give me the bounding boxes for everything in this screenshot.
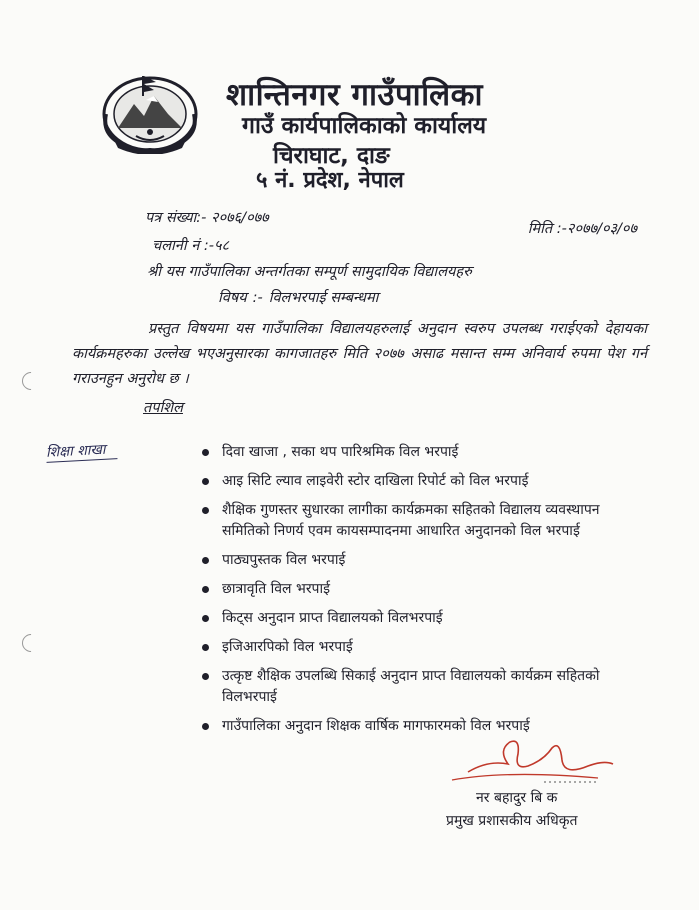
handwritten-note: शिक्षा शाखा (46, 439, 118, 463)
letter-date: मिति :-२०७७/०३/०७ (527, 221, 637, 237)
subject-line (218, 287, 378, 307)
letter-reference-number: पत्र संख्या:- २०७६/०७७ (145, 210, 269, 226)
list-item (196, 442, 626, 463)
subject-text: विलभरपाई सम्बन्धमा (268, 290, 379, 306)
list-item (196, 471, 626, 492)
bullet-icon (202, 557, 209, 564)
list-item-text: शैक्षिक गुणस्तर सुधारका लागीका कार्यक्रमका सहितको विद्यालय व्यवस्थापन समितिको निणर्य एवम कायसम्पादनमा आधारित अनुदानको विल भरपाई (222, 502, 600, 539)
signature-icon (448, 720, 618, 790)
list-item-text: गाउँपालिका अनुदान शिक्षक वार्षिक मागफारमको विल भरपाई (222, 718, 530, 734)
punch-hole-mark (18, 630, 43, 655)
bullet-icon (202, 615, 209, 622)
office-address: चिराघाट, दाङ (273, 143, 390, 169)
province-line: ५ नं. प्रदेश, नेपाल (256, 168, 404, 193)
subject-label: विषय (218, 290, 247, 306)
list-item-text: छात्रावृति विल भरपाई (222, 581, 331, 597)
nepal-emblem-icon (96, 70, 204, 154)
list-item (196, 579, 626, 600)
list-item (196, 550, 626, 571)
office-name: गाउँ कार्यपालिकाको कार्यालय (242, 113, 487, 139)
dispatch-number: चलानी नं :-५८ (152, 238, 230, 254)
list-item-text: किट्स अनुदान प्राप्त विद्यालयको विलभरपाई (222, 610, 443, 626)
list-item-text: पाठ्यपुस्तक विल भरपाई (222, 552, 346, 568)
recipient-line: श्री यस गाउँपालिका अन्तर्गतका सम्पूर्ण सामुदायिक विद्यालयहरु (147, 264, 472, 280)
bullet-icon (202, 644, 209, 651)
punch-hole-mark (18, 368, 43, 393)
subject-separator: :- (252, 290, 263, 306)
signatory-title: प्रमुख प्रशासकीय अधिकृत (446, 813, 578, 829)
signatory-name: नर बहादुर बि क (476, 790, 558, 806)
bullet-icon (202, 673, 209, 680)
list-item (196, 637, 626, 658)
bullet-icon (202, 478, 209, 485)
org-name: शान्तिनगर गाउँपालिका (226, 77, 483, 113)
details-heading: तपशिल (143, 400, 183, 416)
list-item-text: इजिआरपिको विल भरपाई (222, 639, 353, 655)
bullet-icon (202, 723, 209, 730)
list-item (196, 666, 626, 708)
bullet-icon (202, 586, 209, 593)
body-paragraph: प्रस्तुत विषयमा यस गाउँपालिका विद्यालयहरुलाई अनुदान स्वरुप उपलब्ध गराईएको देहायका कार्यक्रमहरुका उल्लेख भएअनुसारका कागजातहरु मिति २०७७ असाढ मसान्त सम्म अनिवार्य रुपमा पेश गर्न गराउनहुन अनुरोध छ । (72, 321, 647, 387)
bullet-icon (202, 507, 209, 514)
list-item-text: दिवा खाजा , सका थप पारिश्रमिक विल भरपाई (222, 444, 459, 460)
list-item (196, 500, 626, 542)
list-item-text: उत्कृष्ट शैक्षिक उपलब्धि सिकाई अनुदान प्राप्त विद्यालयको कार्यक्रम सहितको विलभरपाई (222, 668, 600, 705)
bill-items-list (196, 442, 626, 745)
list-item-text: आइ सिटि ल्याव लाइवेरी स्टोर दाखिला रिपोर्ट को विल भरपाई (222, 473, 529, 489)
bullet-icon (202, 449, 209, 456)
list-item (196, 608, 626, 629)
